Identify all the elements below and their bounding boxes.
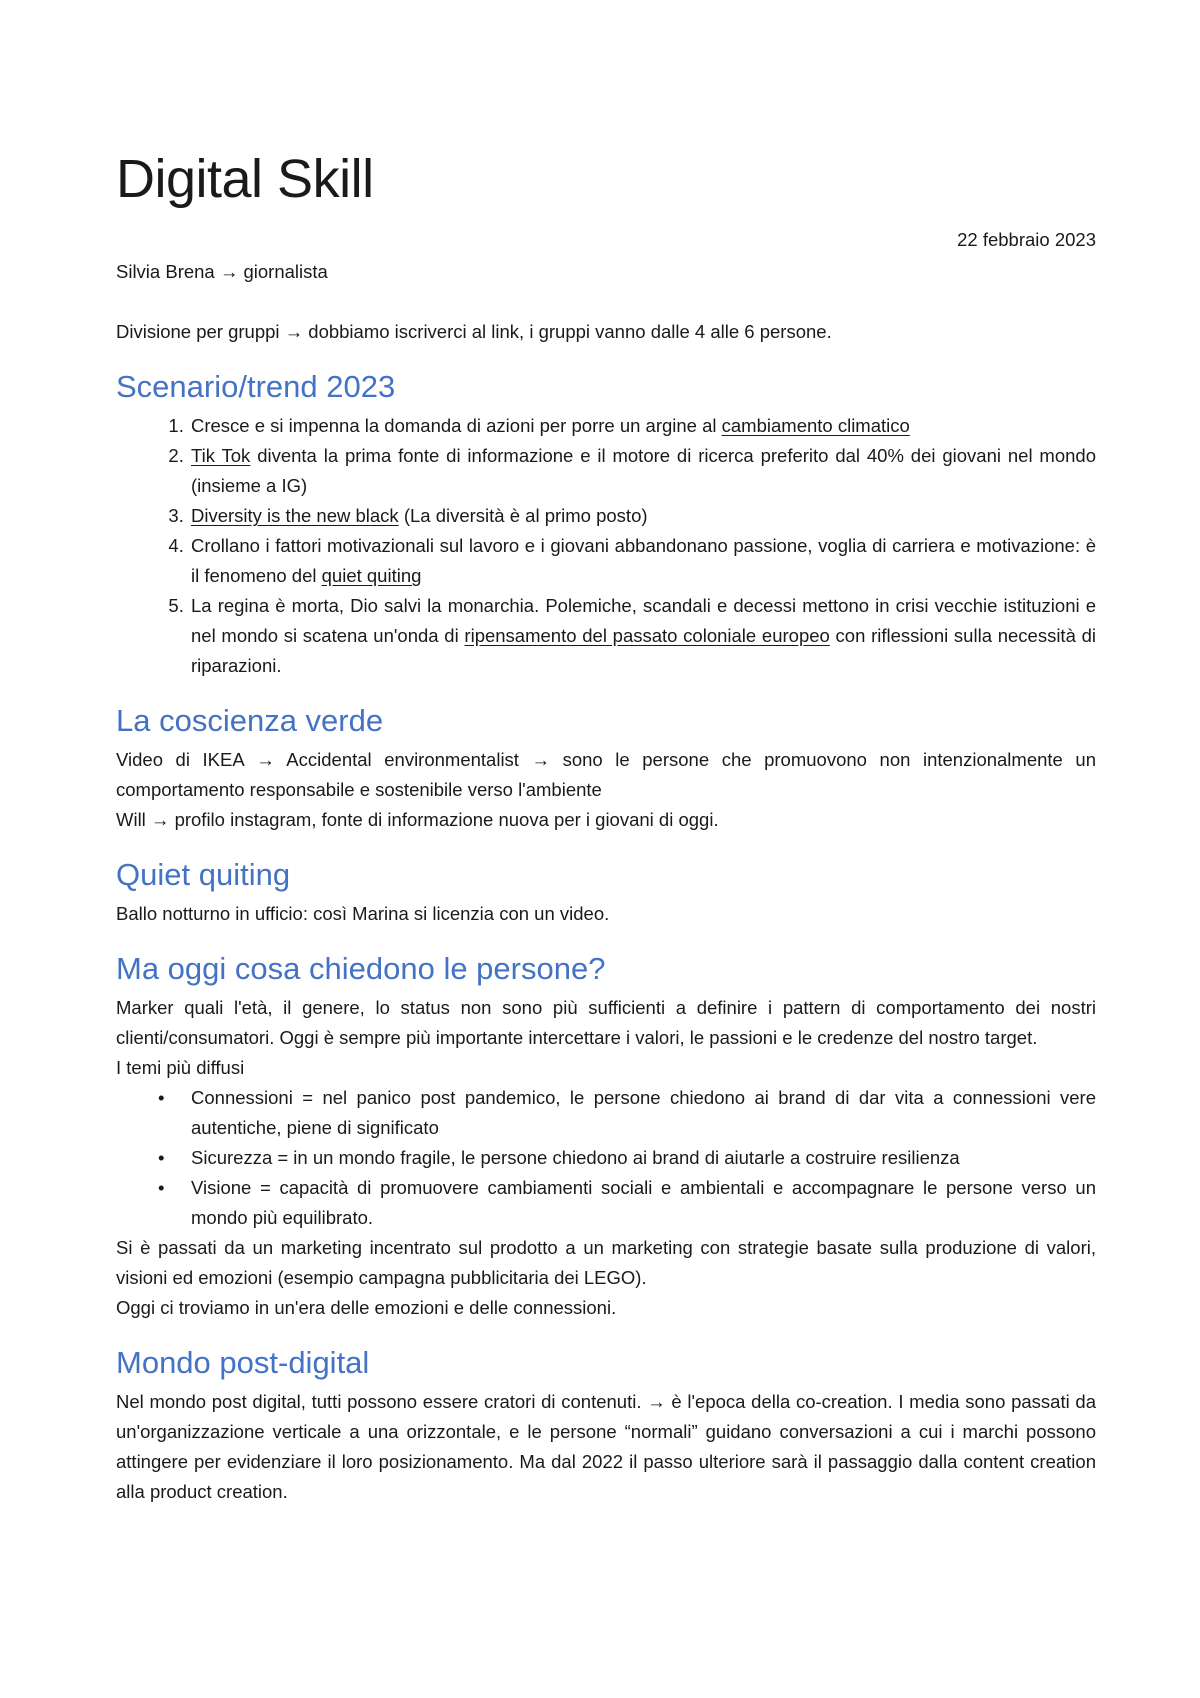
list-item: 2. Tik Tok diventa la prima fonte di informazione e il motore di ricerca preferito dal 40% dei giovani nel mondo (insieme a IG)	[189, 441, 1096, 501]
document-date: 22 febbraio 2023	[957, 229, 1096, 250]
underlined-term: Diversity is the new black	[191, 505, 399, 526]
document-title: Digital Skill	[116, 149, 374, 209]
scenario-list	[116, 411, 1096, 681]
section-heading-quiet: Quiet quiting	[116, 857, 291, 892]
paragraph: Ballo notturno in ufficio: così Marina si licenzia con un video.	[116, 903, 610, 924]
list-item: • Connessioni = nel panico post pandemico, le persone chiedono ai brand di dar vita a connessioni vere autentiche, piene di significato	[189, 1083, 1096, 1143]
speaker-line: Silvia Brena → giornalista	[116, 261, 328, 282]
section-heading-scenario: Scenario/trend 2023	[116, 369, 396, 404]
section-heading-coscienza: La coscienza verde	[116, 703, 384, 738]
list-item: 3. Diversity is the new black (La diversità è al primo posto)	[189, 501, 1096, 531]
underlined-term: quiet quiting	[321, 565, 422, 586]
document-body	[116, 257, 1096, 1507]
paragraph: Video di IKEA → Accidental environmentalist → sono le persone che promuovono non intenzionalmente un comportamento responsabile e sostenibile verso l'ambiente	[116, 749, 1096, 800]
paragraph: Oggi ci troviamo in un'era delle emozioni e delle connessioni.	[116, 1297, 617, 1318]
list-item: • Visione = capacità di promuovere cambiamenti sociali e ambientali e accompagnare le persone verso un mondo più equilibrato.	[189, 1173, 1096, 1233]
list-item: 4. Crollano i fattori motivazionali sul lavoro e i giovani abbandonano passione, voglia di carriera e motivazione: è il fenomeno del quiet quiting	[189, 531, 1096, 591]
underlined-term: cambiamento climatico	[721, 415, 910, 436]
paragraph: Si è passati da un marketing incentrato sul prodotto a un marketing con strategie basate sulla produzione di valori, visioni ed emozioni (esempio campagna pubblicitaria dei LEGO).	[116, 1237, 1096, 1288]
list-item: 1. Cresce e si impenna la domanda di azioni per porre un argine al cambiamento climatico	[189, 411, 1096, 441]
underlined-term: ripensamento del passato coloniale europeo	[464, 625, 830, 646]
section-heading-persone: Ma oggi cosa chiedono le persone?	[116, 951, 606, 986]
list-item: 5. La regina è morta, Dio salvi la monarchia. Polemiche, scandali e decessi mettono in crisi vecchie istituzioni e nel mondo si scatena un'onda di ripensamento del passato coloniale europeo con riflessioni sulla necessità di riparazioni.	[189, 591, 1096, 681]
paragraph: Marker quali l'età, il genere, lo status non sono più sufficienti a definire i pattern di comportamento dei nostri clienti/consumatori. Oggi è sempre più importante intercettare i valori, le passioni e le credenze del nostro target.	[116, 997, 1096, 1048]
paragraph: I temi più diffusi	[116, 1057, 245, 1078]
section-heading-postdigital: Mondo post-digital	[116, 1345, 370, 1380]
paragraph: Nel mondo post digital, tutti possono essere cratori di contenuti. → è l'epoca della co-creation. I media sono passati da un'organizzazione verticale a una orizzontale, e le persone “normali” guidano conversazioni a cui i marchi possono attingere per evidenziare il loro posizionamento. Ma dal 2022 il passo ulteriore sarà il passaggio dalla content creation alla product creation.	[116, 1391, 1096, 1502]
list-item: • Sicurezza = in un mondo fragile, le persone chiedono ai brand di aiutarle a costruire resilienza	[189, 1143, 1096, 1173]
themes-list	[116, 1083, 1096, 1233]
groups-line: Divisione per gruppi → dobbiamo iscriverci al link, i gruppi vanno dalle 4 alle 6 persone.	[116, 321, 832, 342]
underlined-term: Tik Tok	[191, 445, 251, 466]
paragraph: Will → profilo instagram, fonte di informazione nuova per i giovani di oggi.	[116, 809, 719, 830]
